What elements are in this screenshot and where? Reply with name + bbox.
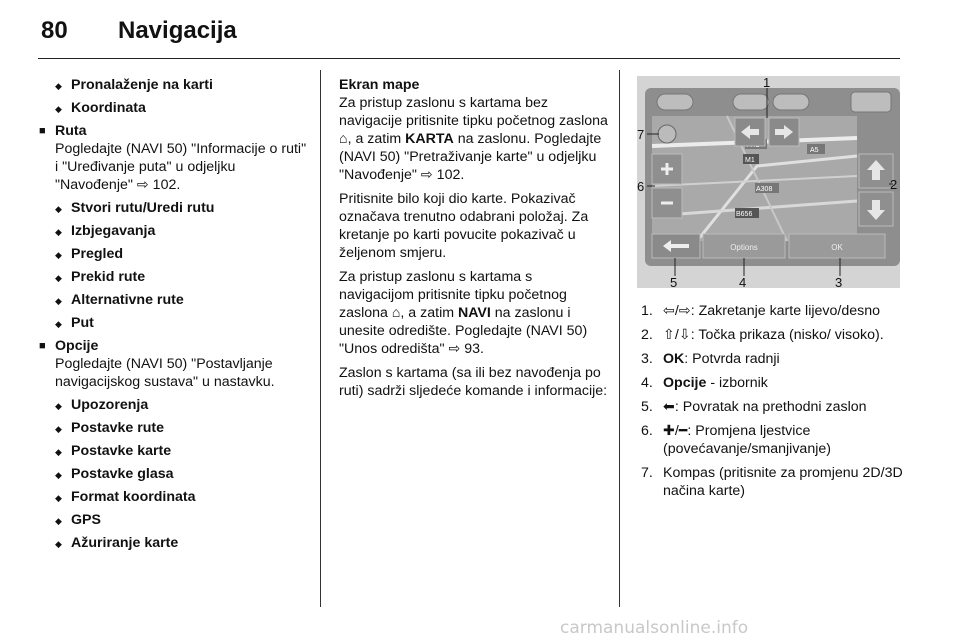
bullet-icon: ◆: [55, 424, 62, 434]
bullet-icon: ◆: [55, 227, 62, 237]
list-item: ◆ Pronalaženje na karti: [55, 77, 213, 93]
road-label: B656: [736, 211, 753, 218]
bullet-icon: ◆: [55, 470, 62, 480]
list-item: ◆ Put: [55, 315, 94, 331]
legend-item: 6. ✚/━: Promjena ljestvice (povećavanje/smanjivanje): [641, 423, 831, 457]
opcije-description: Pogledajte (NAVI 50) "Postavljanje navigacijskog sustava" u nastavku.: [55, 356, 275, 390]
compass-icon: [658, 125, 676, 143]
bullet-icon: ◆: [55, 250, 62, 260]
map-screen-figure: [637, 76, 900, 288]
paragraph-controls-intro: Zaslon s kartama (sa ili bez navođenja po ruti) sadrži sljedeće komande i informacije:: [339, 365, 608, 399]
list-item: ◆ Prekid rute: [55, 269, 146, 285]
road-label: M1: [745, 157, 755, 164]
bullet-icon: ◆: [55, 447, 62, 457]
list-item-opcije: ■ Opcije: [39, 338, 99, 354]
back-arrow-icon: ⬅: [663, 399, 675, 415]
list-item: ◆ Postavke karte: [55, 443, 172, 459]
top-button: [773, 94, 809, 110]
callout-3: 3: [835, 275, 843, 288]
list-item: ◆ Postavke rute: [55, 420, 165, 436]
view-arrows-icon: ⇧/⇩: [663, 327, 691, 343]
map-screen-heading: Ekran mape: [339, 77, 420, 93]
home-icon: ⌂: [391, 305, 401, 321]
column-divider-left: [320, 70, 321, 607]
options-button-label: Options: [730, 243, 758, 252]
list-item: ◆ Postavke glasa: [55, 466, 174, 482]
top-button: [733, 94, 769, 110]
bullet-icon: ◆: [55, 296, 62, 306]
list-item: ◆ Pregled: [55, 246, 124, 262]
rotate-arrows-icon: ⇦/⇨: [663, 303, 691, 319]
legend-item: 4. Opcije - izbornik: [641, 375, 768, 391]
square-bullet-icon: ■: [39, 125, 46, 137]
middle-column: [339, 76, 611, 406]
list-item: ◆ Upozorenja: [55, 397, 149, 413]
top-button: [851, 92, 891, 112]
bullet-icon: ◆: [55, 401, 62, 411]
road-label: A308: [756, 186, 773, 193]
column-divider-right: [619, 70, 620, 607]
top-button: [657, 94, 693, 110]
callout-2: 2: [890, 177, 898, 192]
legend-item: 1. ⇦/⇨: Zakretanje karte lijevo/desno: [641, 303, 880, 319]
bullet-icon: ◆: [55, 493, 62, 503]
bullet-icon: ◆: [55, 273, 62, 283]
paragraph-pointer: Pritisnite bilo koji dio karte. Pokazivač označava trenutno odabrani položaj. Za kretanje po karti povucite pokazivač u željenom smjeru.: [339, 191, 589, 261]
bullet-icon: ◆: [55, 204, 62, 214]
header-rule: [38, 58, 900, 59]
callout-7: 7: [637, 127, 645, 142]
legend-item: 2. ⇧/⇩: Točka prikaza (nisko/ visoko).: [641, 327, 884, 343]
list-item-ruta: ■ Ruta: [39, 123, 87, 139]
left-column: [39, 76, 307, 552]
legend-item: 3. OK: Potvrda radnji: [641, 351, 780, 367]
bullet-icon: ◆: [55, 319, 62, 329]
callout-5: 5: [670, 275, 678, 288]
list-item: ◆ Koordinata: [55, 100, 146, 116]
list-item: ◆ Izbjegavanja: [55, 223, 156, 239]
ok-button-label: OK: [831, 243, 843, 252]
list-item: ◆ Ažuriranje karte: [55, 535, 179, 551]
legend-item: 7. Kompas (pritisnite za promjenu 2D/3D načina karte): [641, 465, 903, 499]
paragraph-map-without-nav: Za pristup zaslonu s kartama bez navigacije pritisnite tipku početnog zaslona ⌂, a zatim KARTA na zaslonu. Pogledajte (NAVI 50) "Pretraživanje karte" u odjeljku "Navođenje" ⇨ 102.: [339, 95, 608, 183]
ruta-description: Pogledajte (NAVI 50) "Informacije o ruti" i "Uređivanje puta" u odjeljku "Navođenje" ⇨ 102.: [55, 141, 307, 193]
bullet-icon: ◆: [55, 81, 62, 91]
legend-item: 5. ⬅: Povratak na prethodni zaslon: [641, 399, 867, 415]
list-item: ◆ GPS: [55, 512, 101, 528]
bullet-icon: ◆: [55, 516, 62, 526]
right-column: [637, 302, 907, 506]
road-label: A5: [810, 147, 819, 154]
list-item: ◆ Stvori rutu/Uredi rutu: [55, 200, 215, 216]
zoom-icon: ✚/━: [663, 423, 688, 439]
page-number: 80: [41, 17, 68, 44]
list-item: ◆ Format koordinata: [55, 489, 196, 505]
callout-6: 6: [637, 179, 645, 194]
bullet-icon: ◆: [55, 539, 62, 549]
section-title: Navigacija: [118, 17, 237, 44]
home-icon: ⌂: [339, 131, 348, 147]
list-item: ◆ Alternativne rute: [55, 292, 184, 308]
paragraph-map-with-nav: Za pristup zaslonu s kartama s navigacijom pritisnite tipku početnog zaslona ⌂, a zatim NAVI na zaslonu i unesite odredište. Pogledajte (NAVI 50) "Unos odredišta" ⇨ 93.: [339, 269, 588, 357]
watermark: carmanualsonline.info: [560, 618, 749, 638]
square-bullet-icon: ■: [39, 340, 46, 352]
callout-1: 1: [763, 76, 771, 90]
callout-4: 4: [739, 275, 747, 288]
bullet-icon: ◆: [55, 104, 62, 114]
